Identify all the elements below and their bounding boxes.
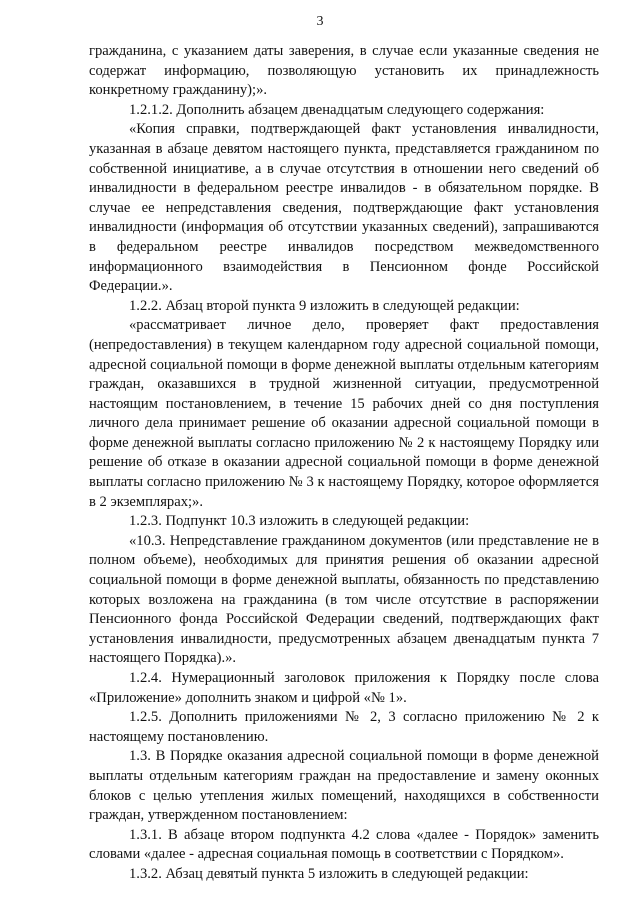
page-number: 3 xyxy=(316,14,324,29)
paragraph-1-3: 1.3. В Порядке оказания адресной социальной помощи в форме денежной выплаты отдельным категориям граждан на предоставление и замену оконных блоков с целью утепления жилых помещений, находящихся в собственности граждан, утвержденном постановлением: xyxy=(89,748,599,824)
paragraph-1-2-5: 1.2.5. Дополнить приложениями № 2, 3 согласно приложению № 2 к настоящему постановлению. xyxy=(89,709,599,745)
paragraph-quote-reviews-file: «рассматривает личное дело, проверяет факт предоставления (непредоставления) в текущем календарном году адресной социальной помощи, адресной социальной помощи в форме денежной выплаты отдельным категориям граждан, оказавшихся в трудной жизненной ситуации, предусмотренной настоящим постановлением, в течение 15 рабочих дней со дня поступления личного дела принимает решение об оказании адресной социальной помощи в форме денежной выплаты согласно приложению № 2 к настоящему Порядку или решение об отказе в оказании адресной социальной помощи в форме денежной выплаты согласно приложению № 3 к настоящему Порядку, которое оформляется в 2 экземплярах;». xyxy=(89,317,599,510)
paragraph-1-2-2: 1.2.2. Абзац второй пункта 9 изложить в следующей редакции: xyxy=(129,297,520,314)
paragraph-continuation: гражданина, с указанием даты заверения, в случае если указанные сведения не содержат информацию, позволяющую установить их принадлежность конкретному гражданину);». xyxy=(89,43,599,99)
paragraph-1-3-2: 1.3.2. Абзац девятый пункта 5 изложить в следующей редакции: xyxy=(129,865,529,882)
paragraph-quote-10-3: «10.3. Непредставление гражданином документов (или представление не в полном объеме), необходимых для принятия решения об оказании адресной социальной помощи в форме денежной выплаты, обязанность по представлению которых возложена на гражданина (в том числе отсутствие в распоряжении Пенсионного фонда Российской Федерации сведений, подтверждающих факт установления инвалидности, предусмотренных абзацем двенадцатым пункта 7 настоящего Порядка).». xyxy=(89,532,599,667)
document-body xyxy=(89,42,599,885)
paragraph-1-2-4: 1.2.4. Нумерационный заголовок приложения к Порядку после слова «Приложение» дополнить знаком и цифрой «№ 1». xyxy=(89,670,599,706)
paragraph-1-3-1: 1.3.1. В абзаце втором подпункта 4.2 слова «далее - Порядок» заменить словами «далее - адресная социальная помощь в соответствии с Порядком». xyxy=(89,826,599,863)
paragraph-1-2-3: 1.2.3. Подпункт 10.3 изложить в следующей редакции: xyxy=(129,513,470,530)
paragraph-quote-disability-certificate: «Копия справки, подтверждающей факт установления инвалидности, указанная в абзаце девятом настоящего пункта, представляется гражданином по собственной инициативе, а в случае отсутствия в отношении него сведений об инвалидности в федеральном реестре инвалидов - в обязательном порядке. В случае ее непредставления сведения, подтверждающие факт установления инвалидности (информация об отсутствии указанных сведений), запрашиваются в федеральном реестре инвалидов посредством межведомственного информационного взаимодействия в Пенсионном фонде Российской Федерации.». xyxy=(89,121,599,295)
paragraph-1-2-1-2: 1.2.1.2. Дополнить абзацем двенадцатым следующего содержания: xyxy=(129,101,545,118)
